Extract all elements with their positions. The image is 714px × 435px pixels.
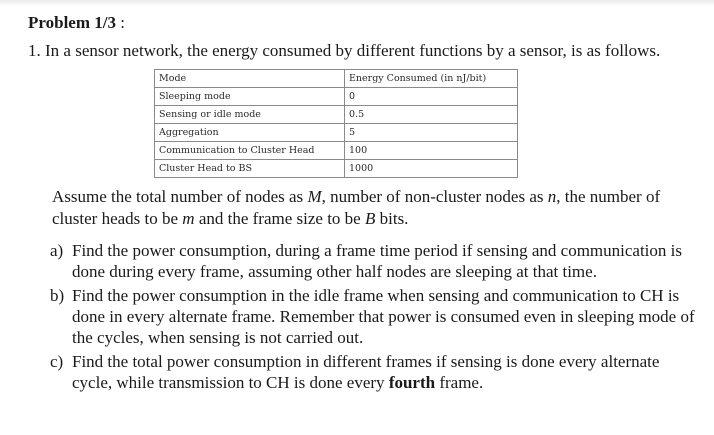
sub-question-b (50, 285, 700, 348)
sub-question-text: Find the power consumption in the idle frame when sensing and communication to CH is done in every alternate frame. Remember that power is consumed even in sleeping mode of the cycles, when sensing is not carried out. (72, 286, 695, 347)
table-row (155, 106, 518, 124)
table-row (155, 88, 518, 106)
assumption-text: bits. (375, 209, 409, 228)
header-mode: Mode (155, 70, 345, 88)
variable-frame-size: B (364, 209, 376, 228)
assumption-text: Assume the total number of nodes as (52, 187, 308, 206)
energy-table (154, 69, 518, 178)
sub-question-text: frame. (435, 373, 484, 392)
problem-title-suffix: : (115, 13, 125, 32)
sub-question-text: Find the power consumption, during a frame time period if sensing and communication is done during every frame, assuming other half nodes are sleeping at that time. (72, 241, 682, 281)
problem-title (28, 12, 125, 34)
sub-question-text: Find the total power consumption in different frames if sensing is done every alternate cycle, while transmission to CH is done every (72, 352, 660, 392)
mode-cell: Sleeping mode (155, 88, 345, 106)
mode-cell: Sensing or idle mode (155, 106, 345, 124)
table-row (155, 160, 518, 178)
problem-number: Problem 1/3 (28, 13, 116, 32)
list-marker: c) (50, 352, 64, 371)
mode-cell: Cluster Head to BS (155, 160, 345, 178)
question-text: 1. In a sensor network, the energy consumed by different functions by a sensor, is as follows. (28, 41, 661, 60)
table-header-row (155, 70, 518, 88)
assumption-text: and the frame size to be (194, 209, 365, 228)
variable-total-nodes: M (307, 187, 322, 206)
sub-question-c (50, 351, 700, 393)
energy-cell: 100 (345, 142, 518, 160)
assumption-paragraph (52, 186, 702, 230)
variable-non-cluster-nodes: n (547, 187, 557, 206)
assumption-text: , number of non-cluster nodes as (321, 187, 548, 206)
list-marker: b) (50, 286, 65, 305)
table-row (155, 142, 518, 160)
variable-cluster-heads: m (182, 209, 195, 228)
energy-cell: 1000 (345, 160, 518, 178)
sub-question-a (50, 240, 700, 282)
energy-cell: 5 (345, 124, 518, 142)
mode-cell: Communication to Cluster Head (155, 142, 345, 160)
energy-cell: 0 (345, 88, 518, 106)
header-energy: Energy Consumed (in nJ/bit) (345, 70, 518, 88)
table-row (155, 124, 518, 142)
mode-cell: Aggregation (155, 124, 345, 142)
top-divider (0, 0, 714, 6)
emphasis-text: fourth (388, 373, 436, 392)
assumption-text: , the number of cluster heads to be (52, 187, 661, 228)
energy-cell: 0.5 (345, 106, 518, 124)
sub-questions (50, 240, 700, 396)
list-marker: a) (50, 241, 64, 260)
